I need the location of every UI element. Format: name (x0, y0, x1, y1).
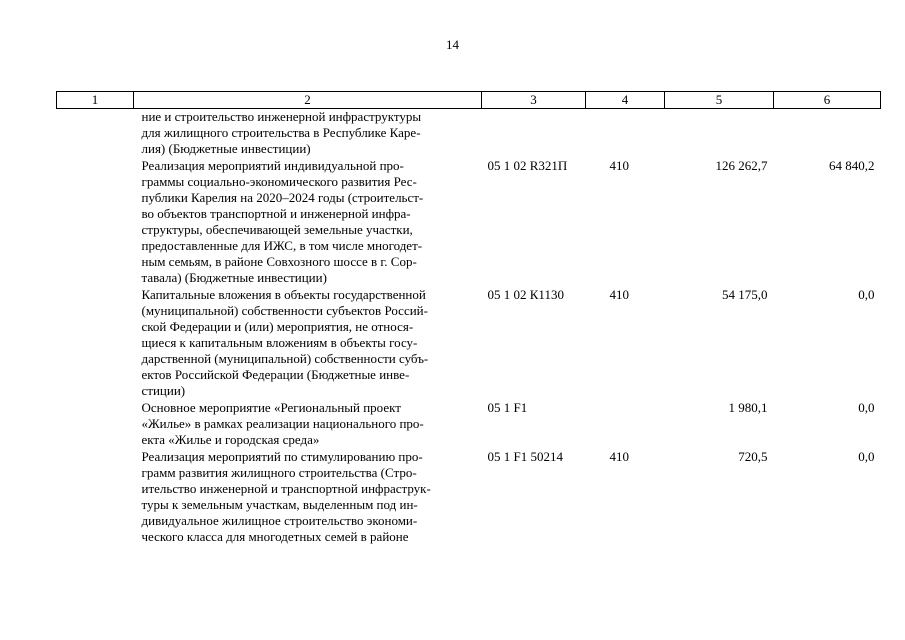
description-line: Основное мероприятие «Региональный проект (141, 400, 401, 415)
cell-amount-1: 54 175,0 (722, 287, 768, 302)
description-line: щиеся к капитальным вложениям в объекты госу- (141, 335, 418, 350)
description-line: публики Карелия на 2020–2024 годы (строительст- (141, 190, 424, 205)
cell-code: 05 1 F1 (487, 400, 528, 415)
cell-amount-1: 126 262,7 (715, 158, 768, 173)
description-line: «Жилье» в рамках реализации национального про- (141, 416, 424, 431)
cell-expense-type (586, 400, 665, 449)
description-line: ние и строительство инженерной инфраструктуры (141, 109, 422, 124)
table-row (57, 287, 881, 400)
table-row (57, 158, 881, 287)
description-line: ительство инженерной и транспортной инфраструк- (141, 481, 431, 496)
description-line: ской Федерации и (или) мероприятия, не относя- (141, 319, 414, 334)
cell-amount-1: 1 980,1 (728, 400, 768, 415)
cell-amount-2: 64 840,2 (829, 158, 875, 173)
cell-description (134, 158, 482, 287)
header-col-6: 6 (774, 92, 881, 109)
cell-amount-2: 0,0 (858, 449, 875, 464)
header-col-3: 3 (482, 92, 586, 109)
cell-expense-type (586, 109, 665, 159)
cell-index (57, 449, 134, 546)
header-col-4: 4 (586, 92, 665, 109)
table-row (57, 400, 881, 449)
cell-code: 05 1 02 К1130 (487, 287, 564, 302)
header-col-5: 5 (665, 92, 774, 109)
cell-description (134, 449, 482, 546)
description-line: Реализация мероприятий по стимулированию про- (141, 449, 423, 464)
cell-description (134, 109, 482, 159)
header-col-2: 2 (134, 92, 482, 109)
description-line: екта «Жилье и городская среда» (141, 432, 320, 447)
table-body (57, 109, 881, 547)
description-line: грамм развития жилищного строительства (Стро- (141, 465, 417, 480)
description-line: ческого класса для многодетных семей в районе (141, 529, 409, 544)
cell-expense-type: 410 (609, 158, 629, 173)
description-line: Капитальные вложения в объекты государственной (141, 287, 426, 302)
cell-code: 05 1 02 R321П (487, 158, 568, 173)
cell-index (57, 158, 134, 287)
cell-amount-1 (665, 109, 774, 159)
cell-description (134, 400, 482, 449)
description-line: структуры, обеспечивающей земельные участки, (141, 222, 413, 237)
description-line: ным семьям, в районе Совхозного шоссе в г. Сор- (141, 254, 417, 269)
table-header (57, 92, 881, 109)
cell-description (134, 287, 482, 400)
cell-amount-2 (774, 109, 881, 159)
header-row (57, 92, 881, 109)
header-col-1: 1 (57, 92, 134, 109)
cell-amount-1: 720,5 (738, 449, 768, 464)
cell-expense-type: 410 (609, 449, 629, 464)
cell-amount-2: 0,0 (858, 287, 875, 302)
cell-amount-2: 0,0 (858, 400, 875, 415)
description-line: граммы социально-экономического развития Рес- (141, 174, 417, 189)
cell-expense-type: 410 (609, 287, 629, 302)
description-line: ектов Российской Федерации (Бюджетные инве- (141, 367, 410, 382)
cell-index (57, 287, 134, 400)
description-line: Реализация мероприятий индивидуальной про- (141, 158, 404, 173)
description-line: стиции) (141, 383, 186, 398)
cell-index (57, 109, 134, 159)
description-line: для жилищного строительства в Республике Каре- (141, 125, 421, 140)
description-line: дивидуальное жилищное строительство экономи- (141, 513, 418, 528)
description-line: во объектов транспортной и инженерной инфра- (141, 206, 411, 221)
description-line: лия) (Бюджетные инвестиции) (141, 141, 311, 156)
cell-code (482, 109, 586, 159)
description-line: дарственной (муниципальной) собственности субъ- (141, 351, 429, 366)
page-number: 14 (446, 37, 459, 52)
cell-index (57, 400, 134, 449)
description-line: туры к земельным участкам, выделенным под ин- (141, 497, 418, 512)
budget-table (56, 91, 881, 546)
table-row (57, 449, 881, 546)
table-row (57, 109, 881, 159)
cell-code: 05 1 F1 50214 (487, 449, 563, 464)
description-line: предоставленные для ИЖС, в том числе многодет- (141, 238, 423, 253)
description-line: (муниципальной) собственности субъектов Россий- (141, 303, 428, 318)
description-line: тавала) (Бюджетные инвестиции) (141, 270, 327, 285)
